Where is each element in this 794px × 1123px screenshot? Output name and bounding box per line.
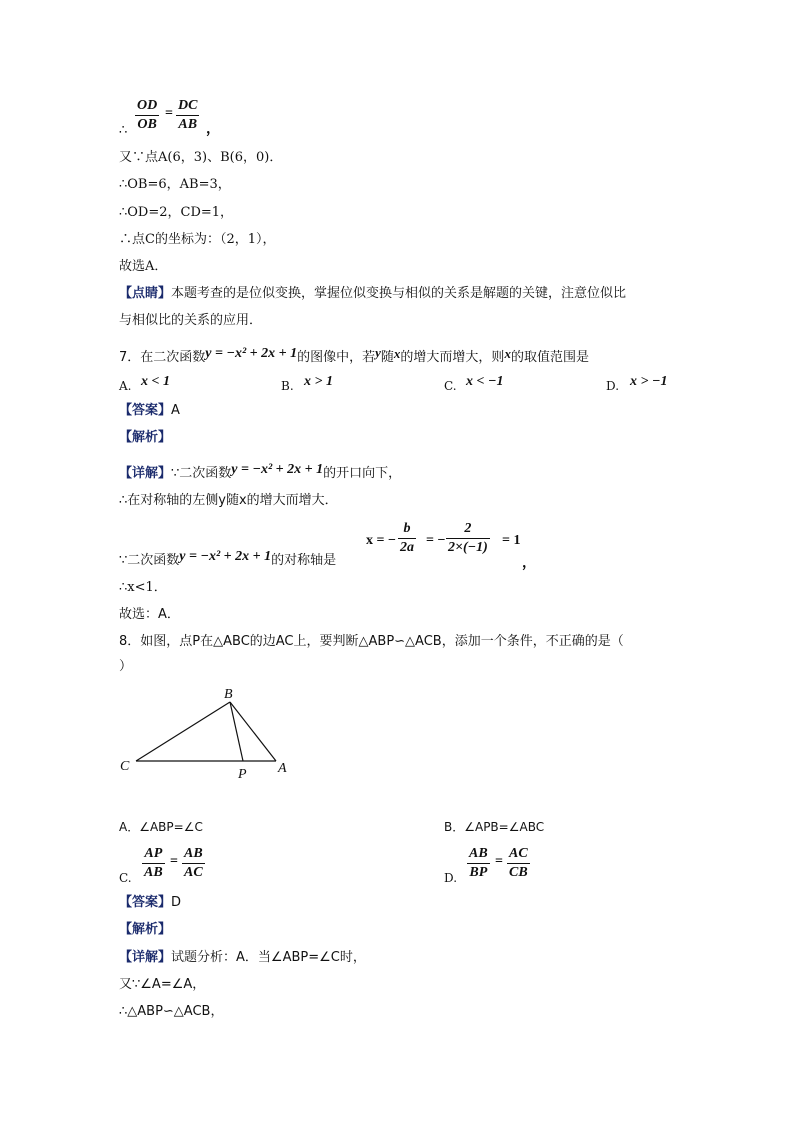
fraction-numerator: OD [135, 98, 159, 116]
detail-text: ∵二次函数 [171, 466, 232, 481]
formula-rhs: = 1 [502, 533, 521, 548]
q7-function: y = −x² + 2x + 1 [231, 462, 324, 477]
dianjing-text: 本题考查的是位似变换，掌握位似变换与相似的关系是解题的关键，注意位似比 [171, 286, 627, 301]
label-b: B [224, 687, 233, 702]
line-choice: 故选A． [119, 259, 168, 274]
dianjing-line1 [119, 285, 626, 303]
equals-sign: = [170, 854, 178, 869]
q7-answer [119, 402, 180, 420]
q7-option-c[interactable]: x < −1 [466, 374, 504, 389]
line-points: 又∵点A(6，3)、B(6，0)． [119, 150, 283, 165]
fraction-denominator: AB [144, 865, 163, 880]
detail-tag: 【详解】 [119, 950, 172, 965]
q7-option-b-letter: B. [281, 379, 294, 393]
formula-lhs: x = − [366, 533, 396, 548]
q7-detail-line5: 故选：A． [119, 607, 180, 622]
detail-text: 的开口向下， [323, 466, 402, 481]
q8-option-b[interactable]: B．∠APB=∠ABC [444, 820, 545, 834]
fraction-numerator: AC [507, 846, 530, 864]
q8-stem-line2: ） [119, 659, 133, 674]
var-x: x [504, 346, 511, 361]
formula-mid: = − [426, 533, 446, 548]
line-ob: ∴OB=6，AB=3， [119, 177, 231, 192]
fraction-denominator: AC [184, 865, 203, 880]
equals-sign: = [165, 106, 173, 121]
fraction-denominator: OB [137, 117, 157, 132]
fraction-ap-ab [142, 846, 165, 881]
fraction-ab-ac [182, 846, 205, 881]
q7-option-b[interactable]: x > 1 [304, 374, 333, 389]
q7-stem [119, 345, 589, 367]
detail-tag: 【详解】 [119, 466, 172, 481]
option-letter: C. [119, 871, 132, 885]
dianjing-line2: 与相似比的关系的应用． [119, 313, 263, 328]
q7-stem-text: 的取值范围是 [510, 350, 589, 365]
q7-option-d-letter: D. [606, 379, 620, 393]
option-letter: D. [444, 871, 458, 885]
label-a: A [278, 761, 287, 776]
detail-text: 的对称轴是 [271, 553, 337, 568]
q7-detail-line4: ∴x<1． [119, 580, 167, 595]
fraction-b-2a [398, 521, 416, 556]
q7-option-d[interactable]: x > −1 [630, 374, 668, 389]
answer-tag: 【答案】 [119, 895, 172, 910]
detail-text: ∵二次函数 [119, 553, 180, 568]
fraction-numerator: AB [467, 846, 490, 864]
line-point-c: ∴点C的坐标为：（2，1）， [119, 232, 276, 247]
fraction-numerator: 2 [446, 521, 490, 539]
q8-option-a[interactable]: A．∠ABP=∠C [119, 820, 203, 834]
detail-text: 试题分析：A．当∠ABP=∠C时， [171, 950, 366, 965]
fraction-dc-ab [176, 98, 199, 133]
fraction-ab-bp [467, 846, 490, 881]
comma: ， [522, 556, 536, 571]
fraction-2-over [446, 521, 490, 556]
q8-stem-line1: 8．如图，点P在△ABC的边AC上，要判断△ABP∽△ACB，添加一个条件，不正确的是（ [119, 634, 624, 649]
q8-answer [119, 894, 181, 912]
fraction-od-ob [135, 98, 159, 133]
q7-detail-line1 [119, 462, 402, 483]
fraction-denominator: CB [509, 865, 528, 880]
q7-option-a-letter: A. [119, 379, 132, 393]
side-cb [136, 702, 230, 761]
answer-value: A [171, 403, 180, 418]
comma: ， [206, 122, 220, 137]
label-c: C [120, 759, 130, 774]
label-p: P [238, 767, 247, 782]
line-od: ∴OD=2，CD=1， [119, 205, 234, 220]
answer-value: D [171, 895, 182, 910]
q8-detail-line1 [119, 949, 366, 967]
q8-analysis-tag: 【解析】 [119, 922, 172, 937]
q7-function: y = −x² + 2x + 1 [205, 346, 298, 361]
q7-stem-text: 7．在二次函数 [119, 350, 206, 365]
fraction-denominator: BP [469, 865, 488, 880]
answer-tag: 【答案】 [119, 403, 172, 418]
q8-detail-line2: 又∵∠A=∠A， [119, 977, 206, 992]
q7-analysis-tag: 【解析】 [119, 430, 172, 445]
fraction-numerator: b [398, 521, 416, 539]
q7-stem-text: 随 [380, 350, 394, 365]
therefore-symbol: ∴ [119, 123, 128, 138]
fraction-numerator: DC [176, 98, 199, 116]
dianjing-tag: 【点睛】 [119, 286, 172, 301]
q7-stem-text: 的图像中，若 [297, 350, 376, 365]
q7-function: y = −x² + 2x + 1 [179, 549, 272, 564]
q7-detail-line3 [119, 549, 337, 570]
q7-option-a[interactable]: x < 1 [141, 374, 170, 389]
q8-detail-line3: ∴△ABP∽△ACB， [119, 1004, 224, 1019]
triangle-figure [110, 680, 300, 785]
fraction-denominator: AB [178, 117, 198, 132]
q7-detail-line2: ∴在对称轴的左侧y随x的增大而增大． [119, 493, 338, 508]
fraction-denominator: 2×(−1) [448, 540, 488, 555]
q7-option-c-letter: C. [444, 379, 457, 393]
equals-sign: = [495, 854, 503, 869]
var-x: x [393, 346, 401, 361]
q7-stem-text: 的增大而增大，则 [400, 350, 505, 365]
fraction-denominator: 2a [400, 540, 414, 555]
fraction-numerator: AB [182, 846, 205, 864]
fraction-numerator: AP [142, 846, 165, 864]
var-y: y [375, 345, 381, 360]
fraction-ac-cb [507, 846, 530, 881]
